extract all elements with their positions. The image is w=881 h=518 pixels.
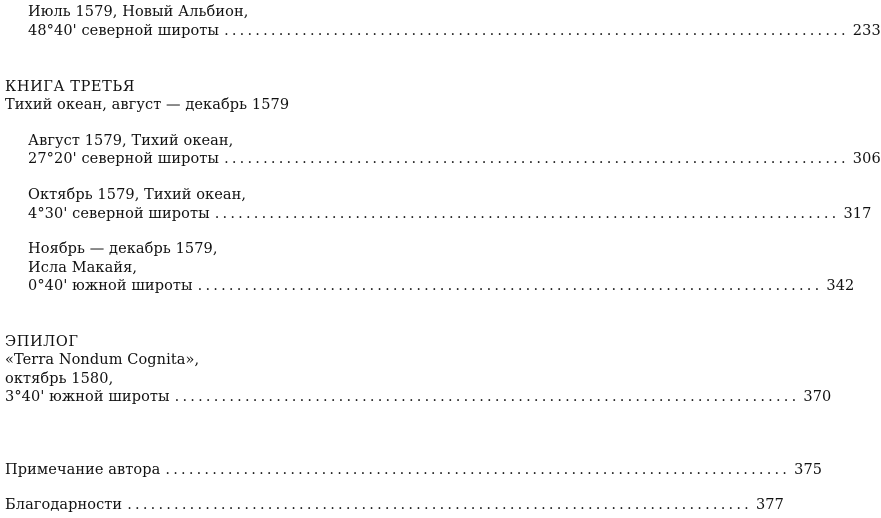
toc-entry-epilog-line3: 3°40' южной широты <box>5 389 170 405</box>
page-number: 377 <box>755 497 784 513</box>
toc-entry-epilog-line2: октябрь 1580, <box>5 371 114 387</box>
toc-entry-july-line1: Июль 1579, Новый Альбион, <box>28 4 249 20</box>
toc-entry-author-notes-label: Примечание автора <box>5 462 161 478</box>
toc-entry-july <box>28 22 881 40</box>
page-number: 375 <box>794 462 823 478</box>
leader-dots: ................................................................................ <box>197 278 823 294</box>
toc-entry-july-line2: 48°40' северной широты <box>28 23 220 39</box>
section-title-book3: КНИГА ТРЕТЬЯ <box>5 79 136 95</box>
toc-entry-epilog <box>5 388 832 406</box>
toc-entry-october-line1: Октябрь 1579, Тихий океан, <box>28 187 247 203</box>
toc-entry-author-notes <box>5 461 823 479</box>
page-number: 233 <box>852 23 881 39</box>
toc-entry-august <box>28 150 881 168</box>
toc-entry-october-line2: 4°30' северной широты <box>28 206 210 222</box>
leader-dots: ................................................................................ <box>174 389 800 405</box>
page-number: 306 <box>852 151 881 167</box>
section-subtitle-book3: Тихий океан, август — декабрь 1579 <box>5 97 290 113</box>
toc-entry-acknowledgements <box>5 496 784 514</box>
toc-entry-november-line1: Ноябрь — декабрь 1579, <box>28 241 218 257</box>
leader-dots: ................................................................................ <box>165 462 791 478</box>
toc-entry-acknowledgements-label: Благодарности <box>5 497 123 513</box>
toc-entry-august-line2: 27°20' северной широты <box>28 151 220 167</box>
toc-entry-november-line2: Исла Макайя, <box>28 260 138 276</box>
page-number: 370 <box>803 389 832 405</box>
section-title-epilog: ЭПИЛОГ <box>5 334 79 350</box>
toc-entry-november-line3: 0°40' южной широты <box>28 278 193 294</box>
toc-entry-november <box>28 277 855 295</box>
leader-dots: ................................................................................ <box>127 497 752 513</box>
leader-dots: ................................................................................ <box>224 23 849 39</box>
toc-entry-october <box>28 205 872 223</box>
leader-dots: ................................................................................ <box>214 206 840 222</box>
leader-dots: ................................................................................ <box>224 151 849 167</box>
toc-entry-epilog-line1: «Terra Nondum Cognita», <box>5 352 200 368</box>
toc-entry-august-line1: Август 1579, Тихий океан, <box>28 133 234 149</box>
page-number: 342 <box>826 278 855 294</box>
page-number: 317 <box>843 206 872 222</box>
